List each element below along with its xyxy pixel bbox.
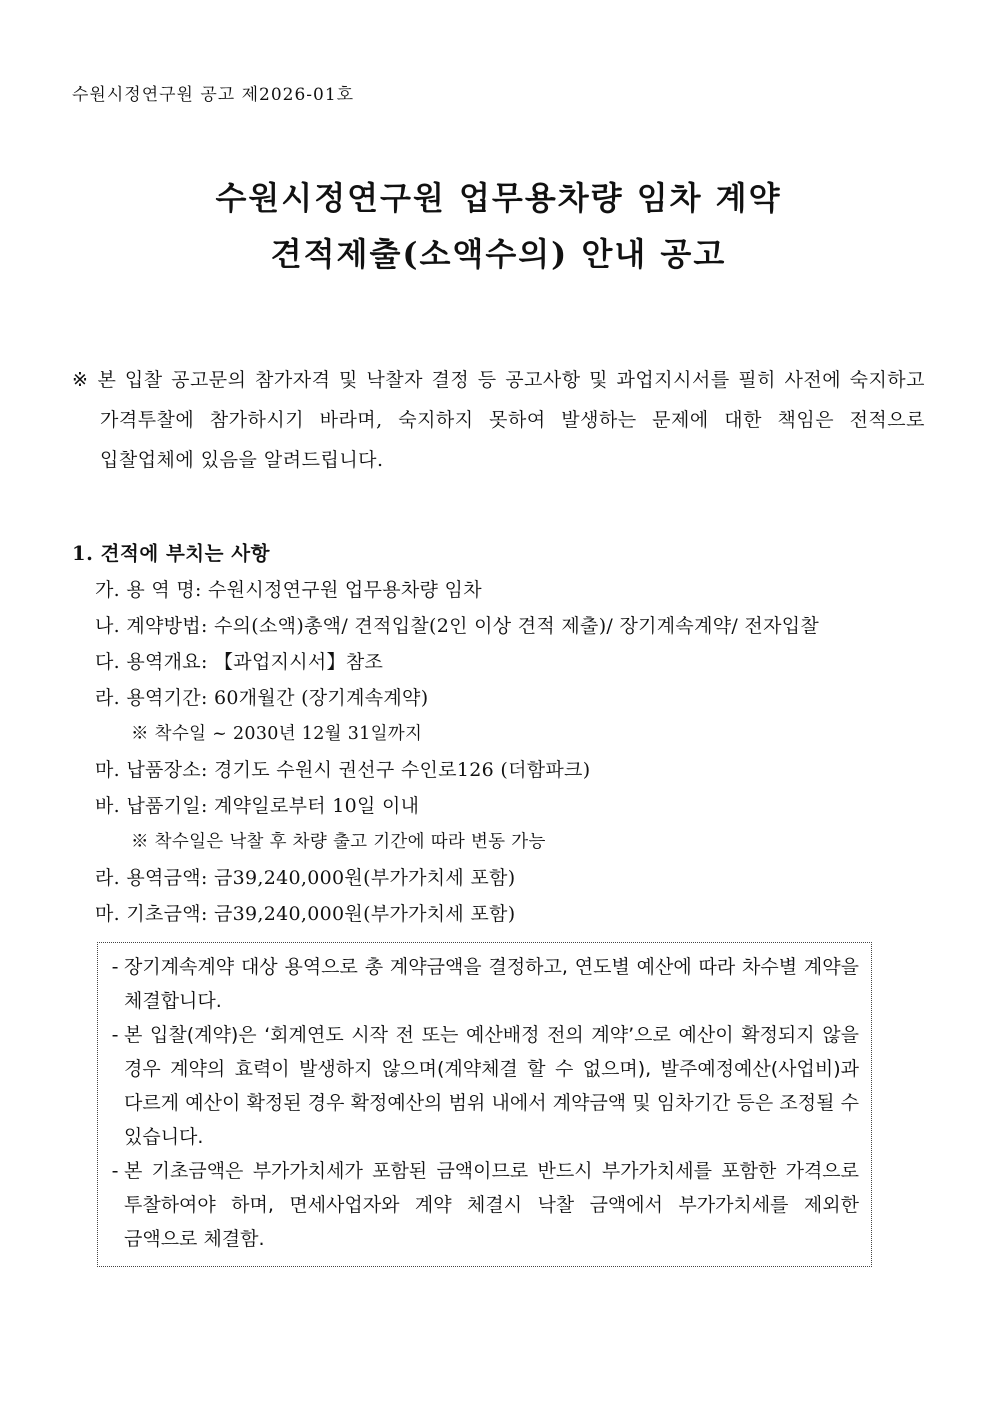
list-item-service-overview: 다. 용역개요: 【과업지시서】참조 [95,651,384,673]
info-box [97,942,872,1267]
notice-marker: ※ [72,369,91,391]
notice-text: 본 입찰 공고문의 참가자격 및 낙찰자 결정 등 공고사항 및 과업지시서를 필히 사전에 숙지하고 가격투찰에 참가하시기 바라며, 숙지하지 못하여 발생하는 문제에 대한 책임은 전적으로 입찰업체에 있음을 알려드립니다. [97,369,926,471]
list-item-service-period: 라. 용역기간: 60개월간 (장기계속계약) [95,687,429,709]
list-item-service-amount: 라. 용역금액: 금39,240,000원(부가가치세 포함) [95,867,516,889]
dash-bullet: - [111,1160,119,1182]
list-item-base-amount: 마. 기초금액: 금39,240,000원(부가가치세 포함) [95,903,516,925]
section-heading: 1. 견적에 부치는 사항 [72,542,270,565]
doc-title [72,170,925,282]
list-note-start-date: ※ 착수일 ~ 2030년 12월 31일까지 [131,724,423,744]
box-item-budget-condition [106,1018,859,1154]
list-item-contract-method: 나. 계약방법: 수의(소액)총액/ 견적입찰(2인 이상 견적 제출)/ 장기계속계약/ 전자입찰 [95,615,820,637]
list-item-delivery-deadline: 바. 납품기일: 계약일로부터 10일 이내 [95,795,420,817]
box-item-vat-notice [106,1154,859,1256]
list-item-delivery-place: 마. 납품장소: 경기도 수원시 권선구 수인로126 (더함파크) [95,759,591,781]
box-item-text: 본 입찰(계약)은 ‘회계연도 시작 전 또는 예산배정 전의 계약’으로 예산이 확정되지 않을 경우 계약의 효력이 발생하지 않으며(계약체결 할 수 없으며), 발주예정예산(사업비)과 다르게 예산이 확정된 경우 확정예산의 범위 내에서 계약금액 및 임차기간 등은 조정될 수 있습니다. [124,1024,859,1148]
box-item-long-term-contract [106,950,859,1018]
doc-title-line1: 수원시정연구원 업무용차량 임차 계약 [215,179,782,217]
section-item-list [72,572,925,932]
box-item-text: 본 기초금액은 부가가치세가 포함된 금액이므로 반드시 부가가치세를 포함한 가격으로 투찰하여야 하며, 면세사업자와 계약 체결시 낙찰 금액에서 부가가치세를 제외한 금액으로 체결함. [124,1160,859,1250]
list-item-service-name: 가. 용 역 명: 수원시정연구원 업무용차량 임차 [95,579,482,601]
dash-bullet: - [111,1024,119,1046]
list-note-start-date-change: ※ 착수일은 낙찰 후 차량 출고 기간에 따라 변동 가능 [131,832,546,852]
notice-paragraph [72,360,925,480]
box-item-text: 장기계속계약 대상 용역으로 총 계약금액을 결정하고, 연도별 예산에 따라 차수별 계약을 체결합니다. [124,956,859,1012]
doc-title-line2: 견적제출(소액수의) 안내 공고 [270,235,727,273]
dash-bullet: - [111,956,119,978]
doc-number: 수원시정연구원 공고 제2026-01호 [72,85,355,105]
